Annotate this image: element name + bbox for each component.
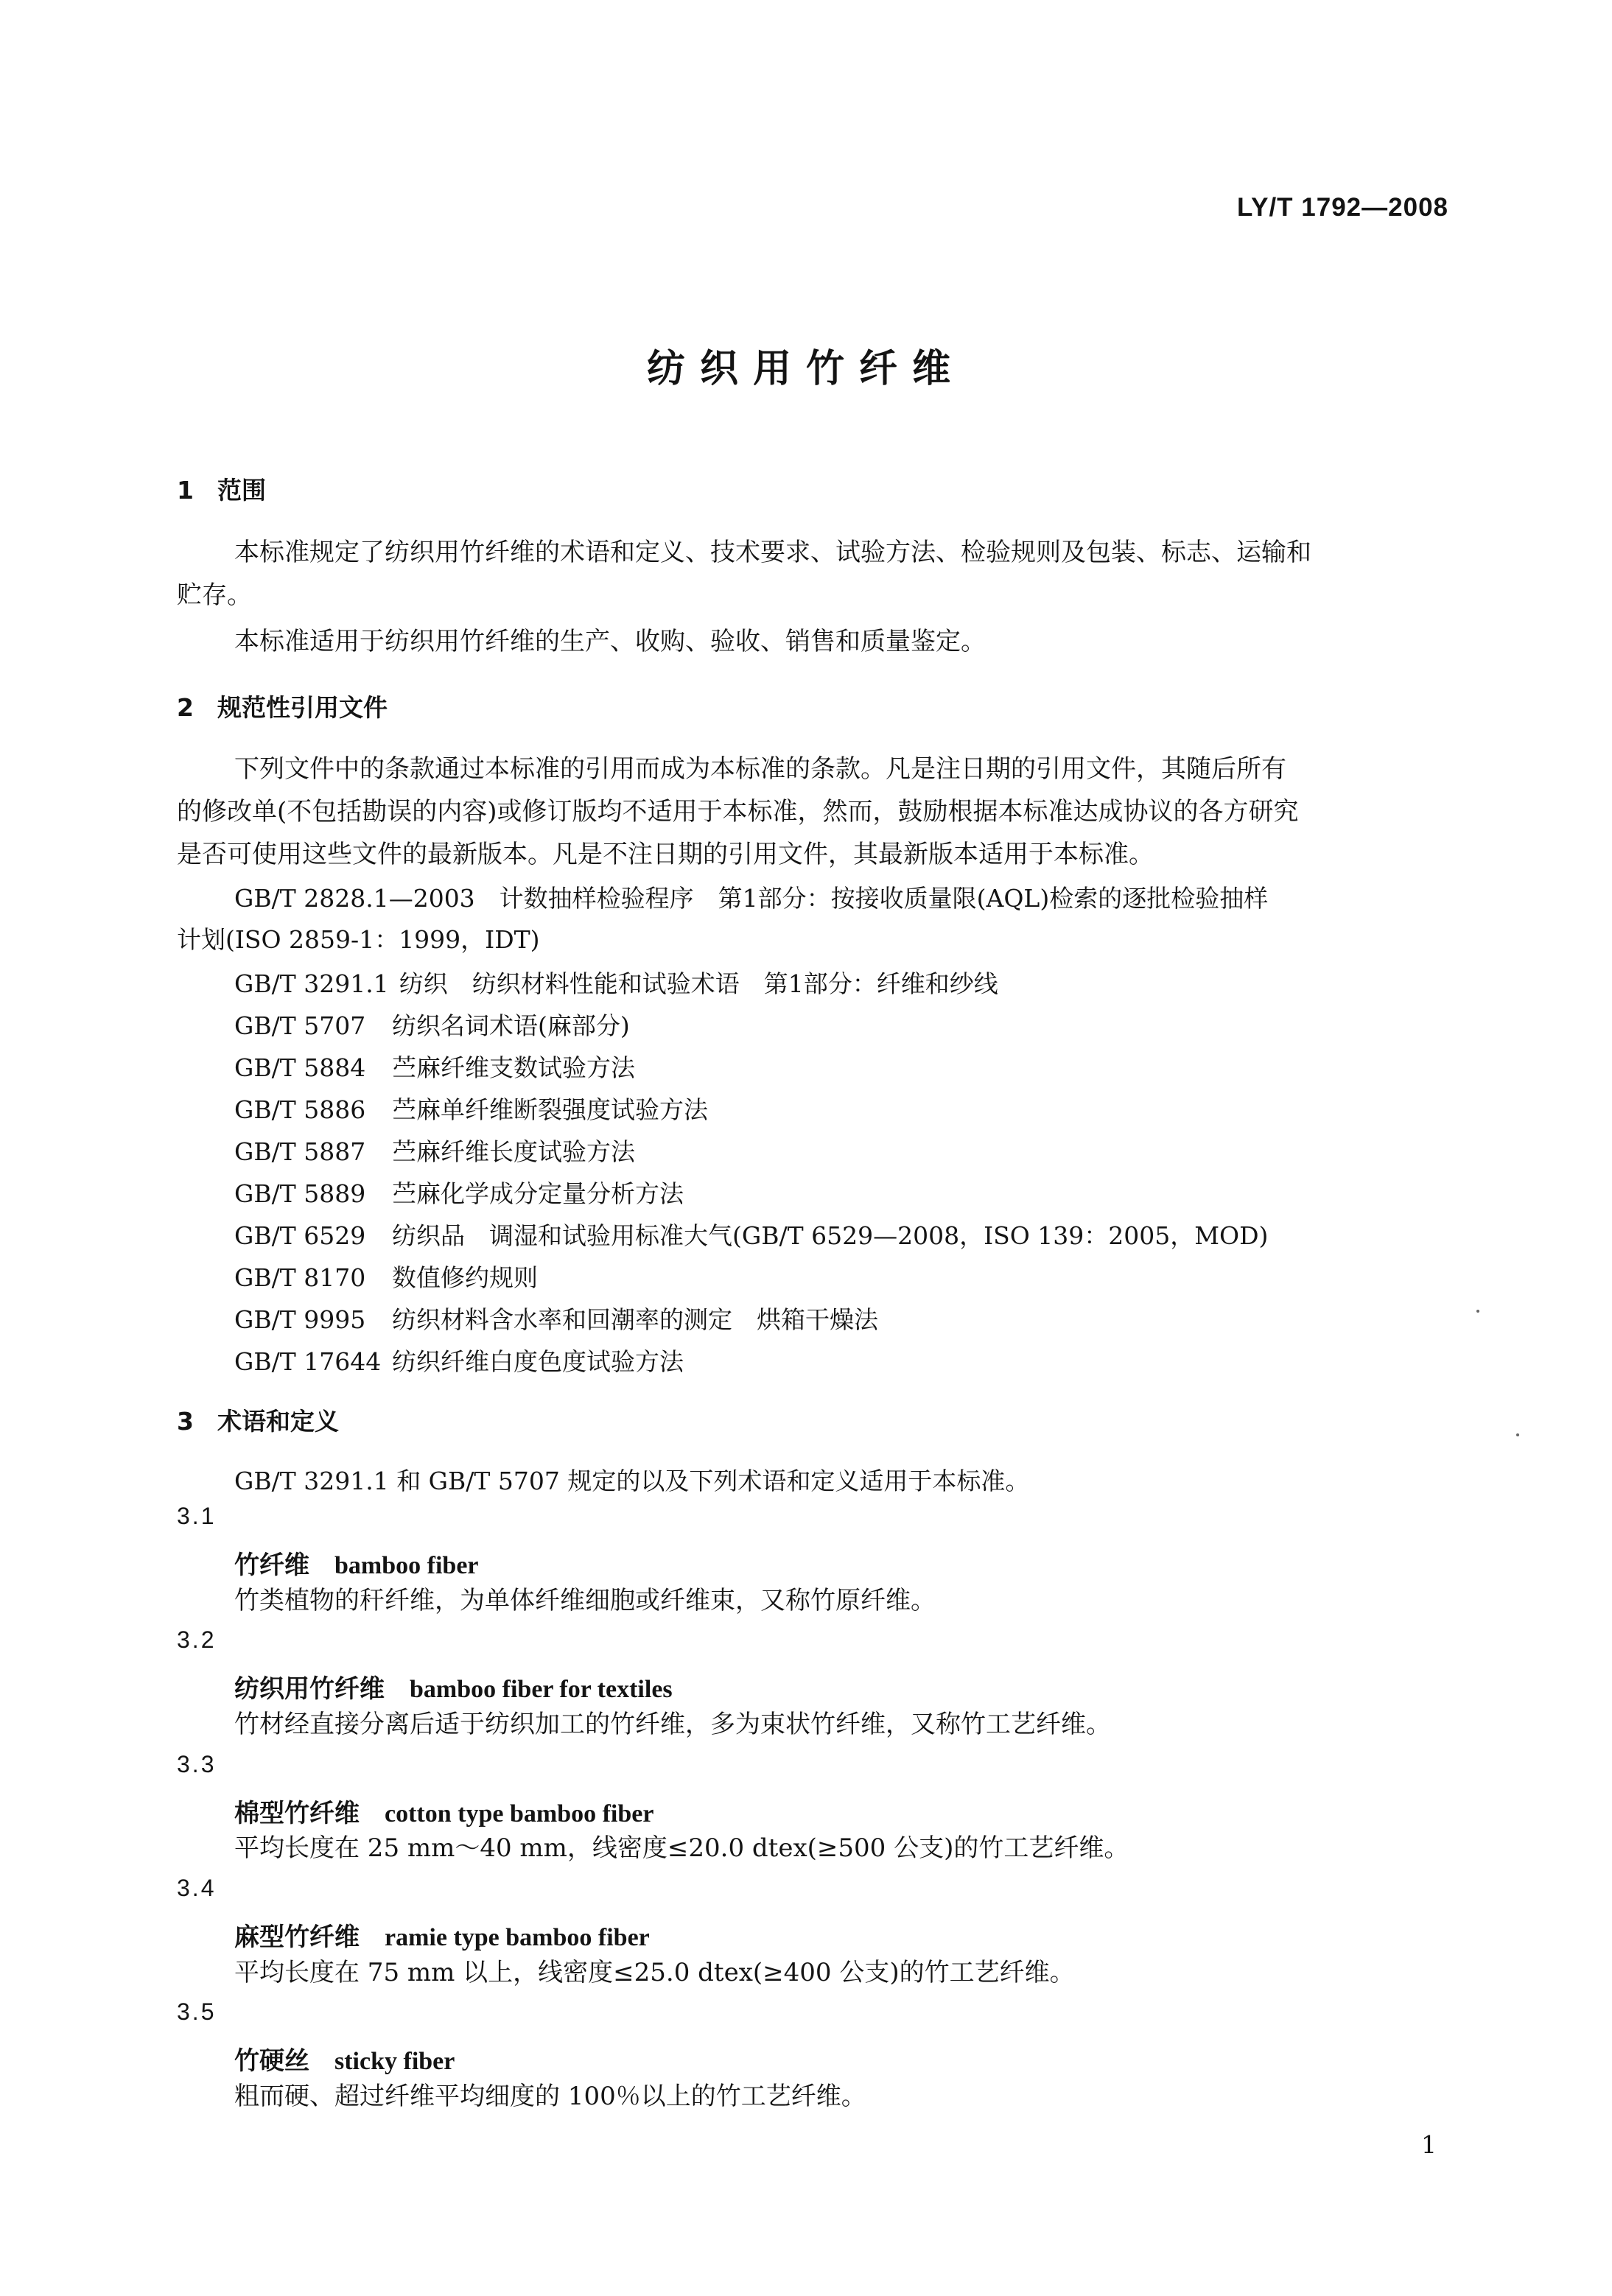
term-zh: 竹纤维: [234, 1551, 309, 1580]
reference-code: GB/T 8170: [234, 1263, 366, 1292]
reference-item: [234, 1259, 538, 1293]
reference-item: [234, 1091, 708, 1126]
term-en: bamboo fiber for textiles: [410, 1676, 673, 1703]
term-zh: 纺织用竹纤维: [234, 1674, 385, 1704]
reference-item: [234, 1049, 635, 1084]
term-number: 3.4: [177, 1875, 217, 1901]
reference-item: [234, 965, 998, 1000]
term-entry: [234, 1545, 479, 1581]
section-title: 规范性引用文件: [217, 693, 388, 722]
term-zh: 竹硬丝: [234, 2046, 309, 2076]
reference-title: 苎麻纤维支数试验方法: [392, 1053, 635, 1082]
reference-item: [234, 1007, 630, 1042]
document-title: 纺织用竹纤维: [646, 347, 965, 391]
reference-code: GB/T 17644: [234, 1347, 382, 1376]
section-heading-terms-and-definitions: [177, 1402, 339, 1437]
term-entry: [234, 1793, 653, 1829]
reference-item: GB/T 2828.1—2003 计数抽样检验程序 第1部分：按接收质量限(AQL)检索的逐批检验抽样: [234, 884, 1269, 913]
paragraph: 本标准规定了纺织用竹纤维的术语和定义、技术要求、试验方法、检验规则及包装、标志、运输和: [234, 538, 1311, 567]
reference-title: 纺织品 调湿和试验用标准大气(GB/T 6529—2008，ISO 139：2005，MOD): [392, 1221, 1269, 1250]
reference-item: [234, 1217, 1268, 1251]
reference-title: 数值修约规则: [392, 1263, 538, 1292]
section-title: 范围: [217, 476, 266, 505]
reference-code: GB/T 3291.1: [234, 969, 389, 998]
term-definition: 平均长度在 75 mm 以上，线密度≤25.0 dtex(≥400 公支)的竹工艺纤维。: [234, 1958, 1075, 1987]
document-code: LY/T 1792—2008: [1236, 193, 1448, 222]
paragraph: 是否可使用这些文件的最新版本。凡是不注日期的引用文件，其最新版本适用于本标准。: [177, 840, 1154, 869]
page-number: 1: [1421, 2130, 1437, 2159]
paragraph: 下列文件中的条款通过本标准的引用而成为本标准的条款。凡是注日期的引用文件，其随后所有: [234, 754, 1286, 784]
reference-title: 苎麻化学成分定量分析方法: [392, 1179, 684, 1208]
reference-item: [234, 1133, 635, 1168]
paragraph: GB/T 3291.1 和 GB/T 5707 规定的以及下列术语和定义适用于本标准。: [234, 1467, 1030, 1495]
reference-code: GB/T 6529: [234, 1221, 366, 1250]
section-heading-normative-references: [177, 689, 388, 723]
scan-speck: [1476, 1310, 1479, 1313]
reference-code: GB/T 9995: [234, 1305, 366, 1334]
term-definition: 平均长度在 25 mm～40 mm，线密度≤20.0 dtex(≥500 公支)的竹工艺纤维。: [234, 1833, 1129, 1863]
reference-title: 纺织纤维白度色度试验方法: [392, 1347, 684, 1376]
paragraph: 本标准适用于纺织用竹纤维的生产、收购、验收、销售和质量鉴定。: [234, 627, 986, 656]
term-zh: 棉型竹纤维: [234, 1799, 360, 1828]
reference-item-continuation: 计划(ISO 2859-1：1999，IDT): [177, 925, 540, 954]
term-entry: [234, 1917, 650, 1953]
term-en: cotton type bamboo fiber: [385, 1800, 654, 1828]
section-number: 2: [177, 693, 194, 722]
term-en: sticky fiber: [334, 2048, 455, 2075]
reference-title: 纺织名词术语(麻部分): [392, 1011, 630, 1040]
reference-item: [234, 1343, 684, 1377]
section-number: 1: [177, 476, 194, 505]
term-entry: [234, 1668, 673, 1705]
reference-title: 纺织材料含水率和回潮率的测定 烘箱干燥法: [392, 1305, 878, 1334]
reference-title: 苎麻单纤维断裂强度试验方法: [392, 1095, 708, 1124]
reference-code: GB/T 5887: [234, 1137, 366, 1166]
term-zh: 麻型竹纤维: [234, 1923, 360, 1952]
reference-code: GB/T 5884: [234, 1053, 366, 1082]
term-definition: 竹材经直接分离后适于纺织加工的竹纤维，多为束状竹纤维，又称竹工艺纤维。: [234, 1710, 1111, 1739]
term-number: 3.3: [177, 1751, 217, 1777]
reference-title: 苎麻纤维长度试验方法: [392, 1137, 635, 1166]
term-en: bamboo fiber: [334, 1552, 479, 1579]
paragraph: 贮存。: [177, 580, 252, 610]
term-en: ramie type bamboo fiber: [385, 1924, 650, 1951]
term-number: 3.5: [177, 1998, 217, 2025]
reference-code: GB/T 5889: [234, 1179, 366, 1208]
term-definition: 粗而硬、超过纤维平均细度的 100％以上的竹工艺纤维。: [234, 2082, 866, 2111]
reference-code: GB/T 5707: [234, 1011, 366, 1040]
term-number: 3.1: [177, 1503, 217, 1529]
reference-item: [234, 1301, 878, 1335]
scan-speck: [1516, 1433, 1519, 1436]
section-number: 3: [177, 1407, 194, 1436]
reference-title: 纺织 纺织材料性能和试验术语 第1部分：纤维和纱线: [399, 969, 998, 998]
section-title: 术语和定义: [217, 1407, 339, 1436]
section-heading-scope: [177, 471, 266, 506]
paragraph: 的修改单(不包括勘误的内容)或修订版均不适用于本标准，然而，鼓励根据本标准达成协议的各方研究: [177, 797, 1299, 826]
term-entry: [234, 2040, 455, 2076]
term-definition: 竹类植物的秆纤维，为单体纤维细胞或纤维束，又称竹原纤维。: [234, 1586, 936, 1615]
term-number: 3.2: [177, 1626, 217, 1653]
reference-code: GB/T 5886: [234, 1095, 366, 1124]
reference-item: [234, 1175, 684, 1210]
